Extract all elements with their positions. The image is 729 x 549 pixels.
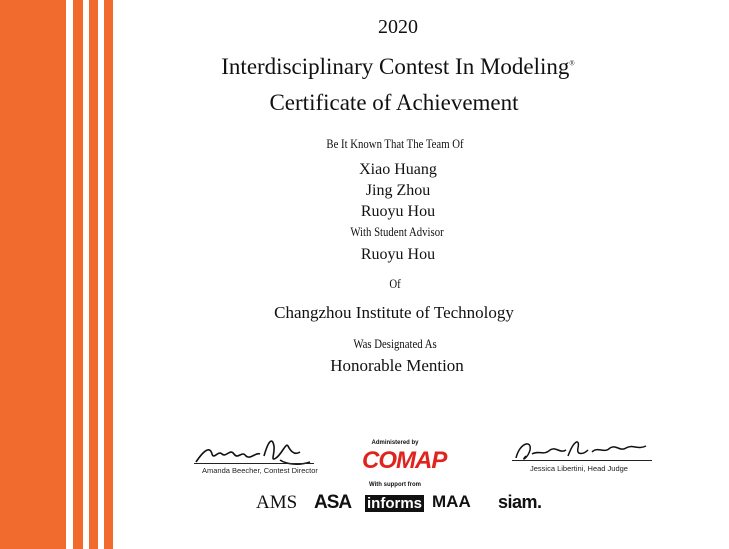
asa-logo: ASA [314,492,352,513]
judge-signature-line [512,460,652,461]
sponsor-logos [256,492,556,522]
advisor-name: Ruoyu Hou [360,246,436,263]
stripe-thin-2 [89,0,98,549]
siam-logo: siam. [498,492,542,512]
stripe-thin-3 [104,0,113,549]
institution-name: Changzhou Institute of Technology [274,303,514,322]
director-signature-line [194,463,314,464]
support-label: With support from [369,482,421,488]
maa-logo: MAA [432,492,471,511]
known-label: Be It Known That The Team Of [326,137,464,151]
stripe-thin-1 [73,0,83,549]
director-name: Amanda Beecher, Contest Director [202,466,318,475]
informs-logo: informs [367,495,423,512]
judge-signature-icon [508,436,658,466]
administered-by-label: Administered by [371,440,419,446]
of-label: Of [389,277,401,291]
ams-logo: AMS [256,492,298,513]
award-name: Honorable Mention [330,356,464,375]
certificate-subtitle: Certificate of Achievement [269,90,519,115]
team-member-3: Ruoyu Hou [360,203,436,220]
director-signature-block [190,432,320,477]
judge-signature-block [508,436,658,478]
designated-label: Was Designated As [353,337,437,351]
judge-name: Jessica Libertini, Head Judge [530,464,628,473]
registered-mark: ® [569,59,575,68]
advisor-label: With Student Advisor [350,225,444,239]
stripe-wide [0,0,66,549]
team-member-2: Jing Zhou [365,182,431,199]
title-text: Interdisciplinary Contest In Modeling [221,54,570,79]
comap-logo: COMAP [362,447,447,474]
certificate-year: 2020 [378,16,418,38]
certificate-title [221,54,574,80]
team-member-1: Xiao Huang [359,161,437,178]
